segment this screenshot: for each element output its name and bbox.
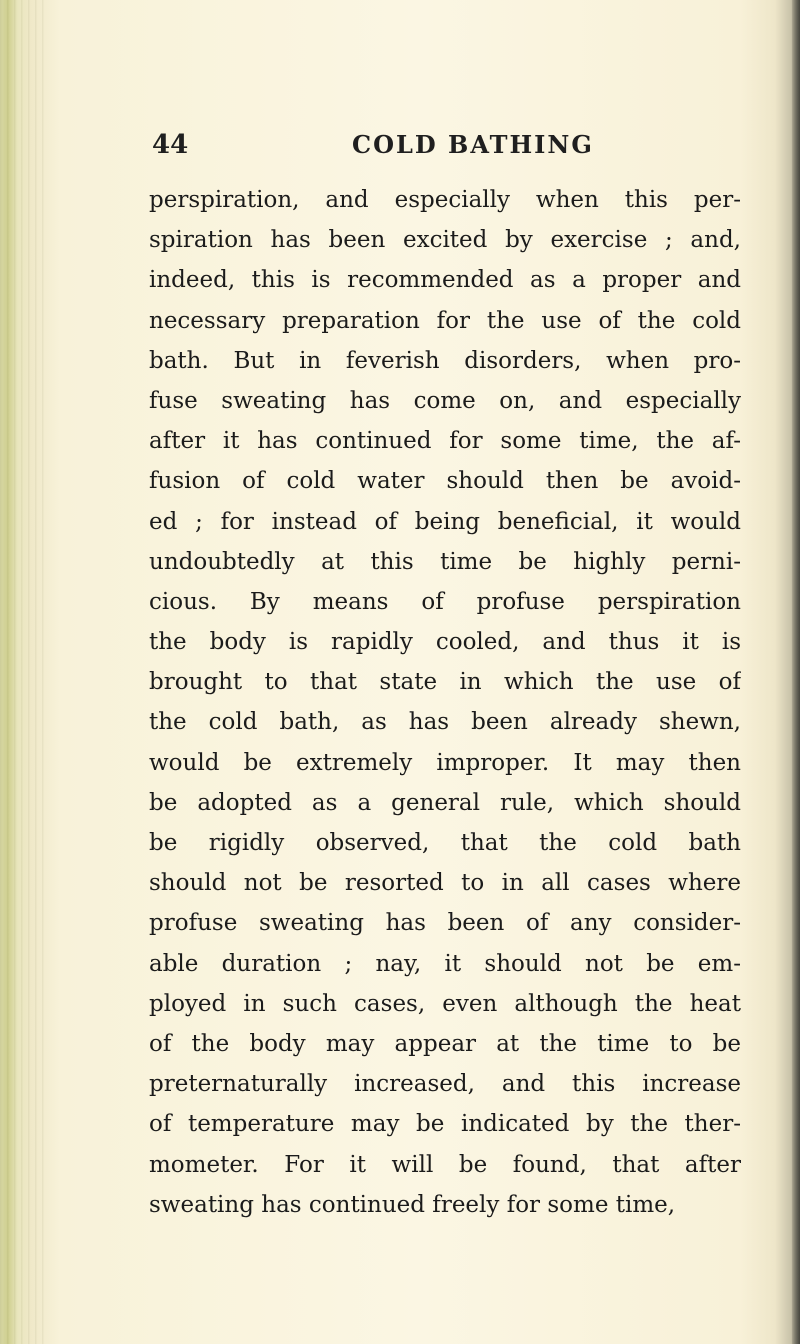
- body-text: [149, 180, 741, 1225]
- text-line: spiration has been excited by exercise ; and,: [149, 227, 741, 254]
- text-line: indeed, this is recommended as a proper and: [149, 267, 741, 294]
- text-line: fuse sweating has come on, and especially: [149, 387, 741, 414]
- text-line: be rigidly observed, that the cold bath: [149, 830, 741, 856]
- text-line: preternaturally increased, and this increase: [149, 1071, 741, 1098]
- page-number: 44: [152, 130, 189, 160]
- text-line: fusion of cold water should then be avoid-: [149, 468, 741, 495]
- text-line: profuse sweating has been of any consider-: [149, 910, 741, 937]
- text-line: be adopted as a general rule, which should: [149, 789, 741, 816]
- text-line: able duration ; nay, it should not be em-: [149, 950, 741, 977]
- text-line: the cold bath, as has been already shewn,: [149, 709, 741, 736]
- text-line: necessary preparation for the use of the cold: [149, 307, 741, 334]
- text-line: brought to that state in which the use of: [149, 669, 741, 696]
- running-head: COLD BATHING: [352, 130, 594, 159]
- text-line: should not be resorted to in all cases where: [149, 870, 741, 897]
- text-line: of temperature may be indicated by the ther-: [149, 1111, 741, 1138]
- text-line: of the body may appear at the time to be: [149, 1030, 741, 1057]
- text-line: after it has continued for some time, the af-: [149, 428, 741, 455]
- text-line: undoubtedly at this time be highly perni-: [149, 548, 741, 575]
- page-header: [152, 130, 742, 166]
- text-line: cious. By means of profuse perspiration: [149, 588, 741, 615]
- text-line: ed ; for instead of being beneficial, it would: [149, 508, 741, 535]
- text-line: bath. But in feverish disorders, when pro-: [149, 347, 741, 374]
- text-line: would be extremely improper. It may then: [149, 749, 741, 776]
- text-line: ployed in such cases, even although the heat: [149, 990, 741, 1017]
- spine-shadow: [0, 0, 48, 1344]
- text-line: mometer. For it will be found, that after: [149, 1151, 741, 1178]
- text-line: sweating has continued freely for some time,: [149, 1191, 676, 1218]
- page-edge: [792, 0, 800, 1344]
- text-line: the body is rapidly cooled, and thus it is: [149, 629, 741, 656]
- text-line: perspiration, and especially when this per-: [149, 187, 741, 213]
